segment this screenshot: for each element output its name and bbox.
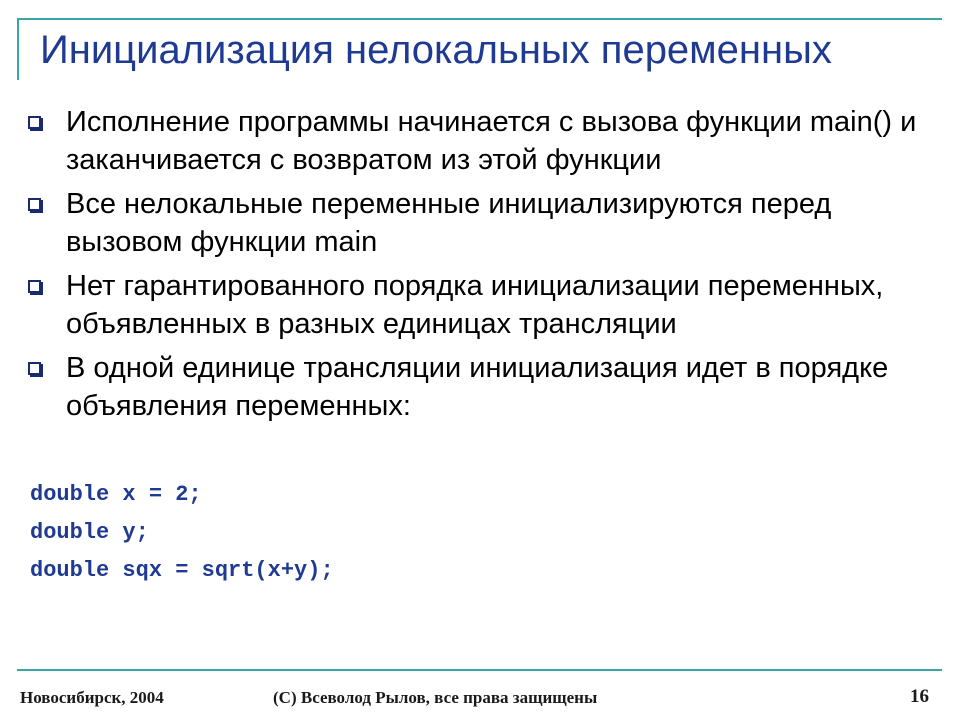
page-number: 16	[910, 686, 929, 707]
bullet-item	[28, 103, 928, 179]
bullet-text: Нет гарантированного порядка инициализации переменных, объявленных в разных единицах трансляции	[66, 270, 884, 340]
square-bullet-icon	[28, 280, 41, 293]
footer-location: Новосибирск, 2004	[20, 688, 164, 707]
bullet-text: Все нелокальные переменные инициализируются перед вызовом функции main	[66, 188, 832, 258]
bullet-item	[28, 349, 928, 425]
code-line: double sqx = sqrt(x+y);	[30, 558, 334, 583]
square-bullet-icon	[28, 362, 41, 375]
bullet-item	[28, 185, 928, 261]
code-block	[30, 476, 334, 590]
slide-title: Инициализация нелокальных переменных	[40, 28, 832, 72]
square-bullet-icon	[28, 116, 41, 129]
code-line: double x = 2;	[30, 482, 202, 507]
footer-copyright: (C) Всеволод Рылов, все права защищены	[273, 688, 598, 707]
top-accent-line	[17, 18, 942, 20]
bullet-text: Исполнение программы начинается с вызова функции main() и заканчивается с возвратом из этой функции	[66, 106, 917, 176]
bullet-text: В одной единице трансляции инициализация идет в порядке объявления переменных:	[66, 352, 889, 422]
code-line: double y;	[30, 520, 149, 545]
footer-divider	[17, 669, 942, 671]
left-accent-line	[17, 18, 19, 80]
bullet-list	[28, 103, 928, 431]
bullet-item	[28, 267, 928, 343]
square-bullet-icon	[28, 198, 41, 211]
